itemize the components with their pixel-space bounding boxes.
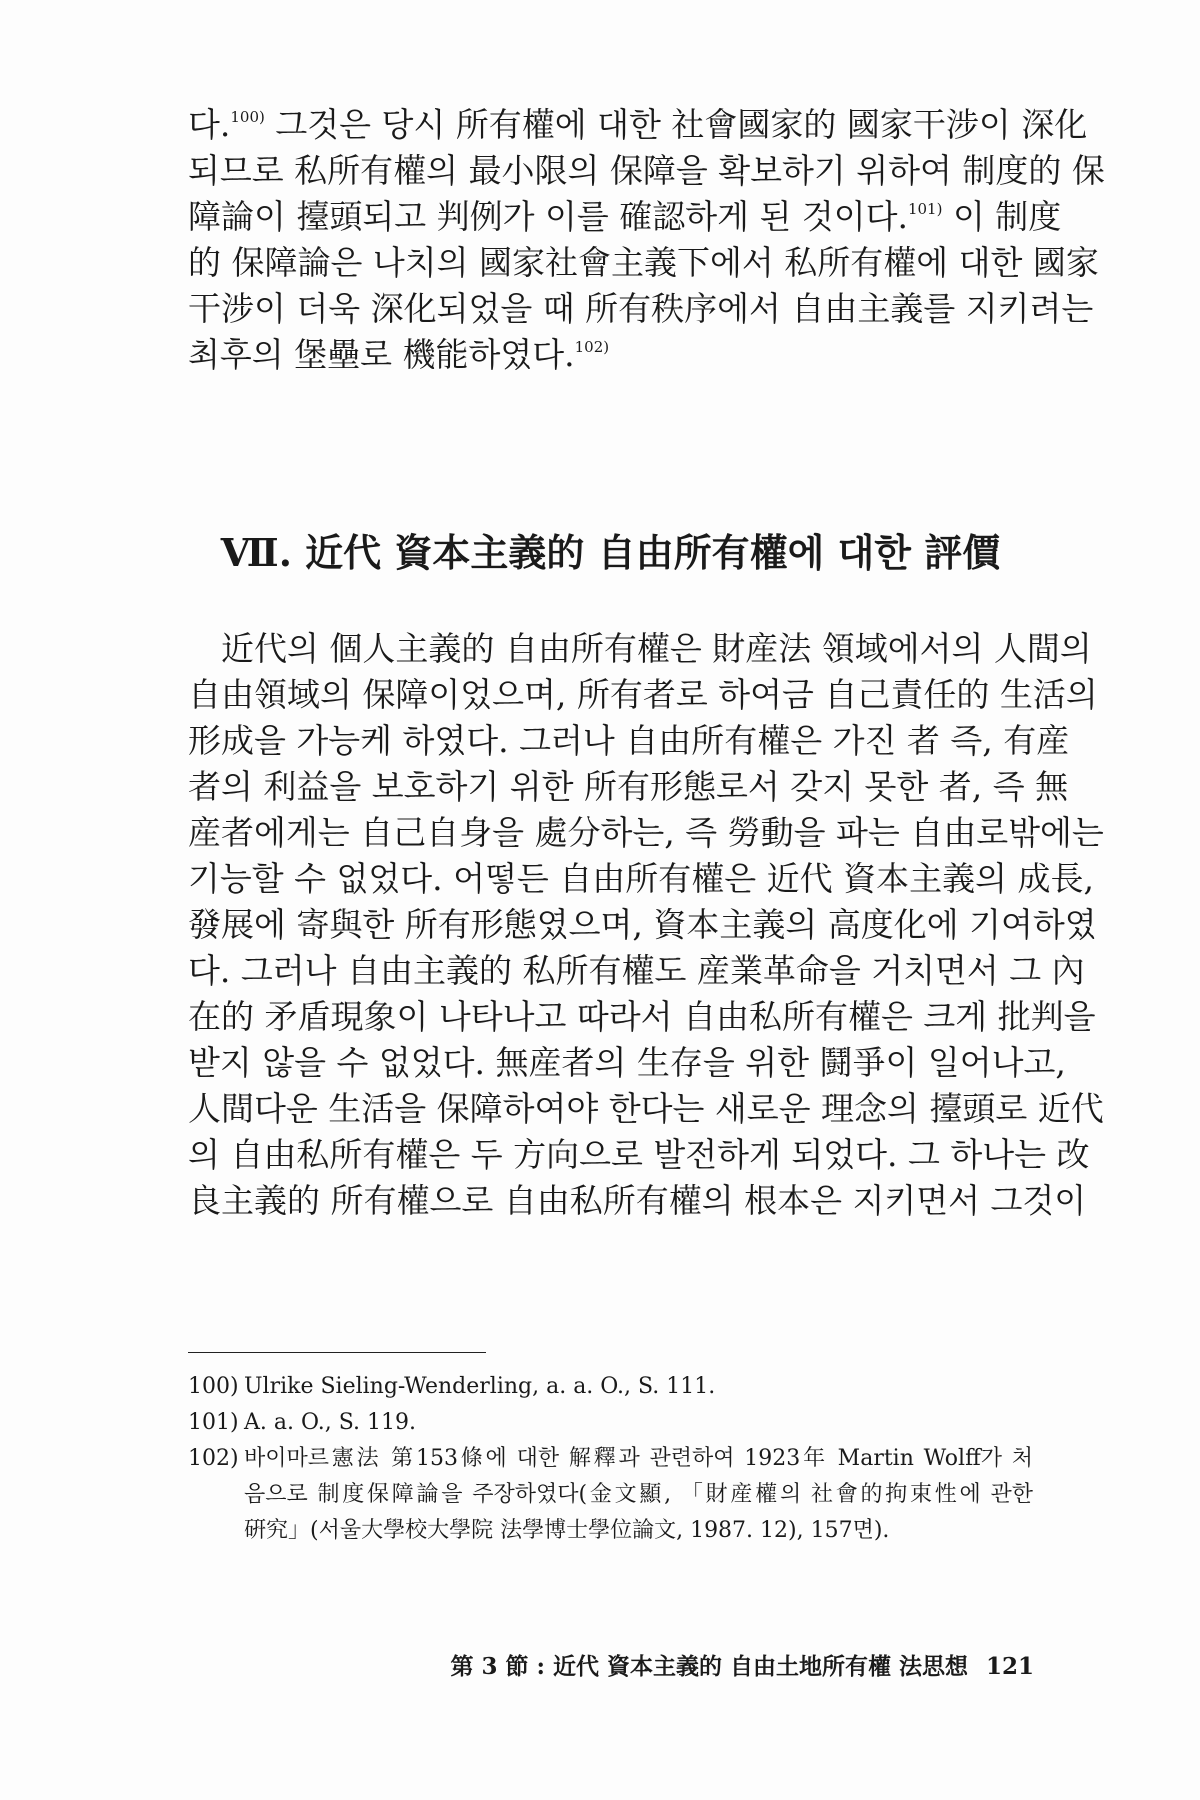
paragraph2-line: 發展에 寄與한 所有形態였으며, 資本主義의 高度化에 기여하였	[188, 905, 1097, 944]
footnote-ref-102[interactable]: 102)	[574, 338, 610, 356]
footnote-number: 100)	[188, 1374, 239, 1399]
footnote-101	[188, 1406, 1033, 1440]
footnote-number: 102)	[188, 1446, 239, 1471]
section-heading: Ⅶ. 近代 資本主義的 自由所有權에 대한 評價	[220, 530, 1001, 575]
paragraph1-line3-text-b: 이 制度	[942, 197, 1062, 236]
page-number: 121	[985, 1653, 1034, 1680]
paragraph1-line1-text-a: 다.	[188, 105, 231, 144]
footnote-102-line2: 음으로 制度保障論을 주장하였다(金文顯, 「財産權의 社會的拘束性에 관한	[244, 1482, 1033, 1507]
paragraph2-line: 産者에게는 自己自身을 處分하는, 즉 勞動을 파는 自由로밖에는	[188, 813, 1104, 852]
paragraph2-line: 形成을 가능케 하였다. 그러나 自由所有權은 가진 者 즉, 有産	[188, 721, 1070, 760]
paragraph1-line3	[188, 196, 1062, 244]
paragraph2-line: 다. 그러나 自由主義的 私所有權도 産業革命을 거치면서 그 內	[188, 951, 1085, 990]
paragraph1-line4: 的 保障論은 나치의 國家社會主義下에서 私所有權에 대한 國家	[188, 243, 1099, 282]
paragraph1-line1-text-b: 그것은 당시 所有權에 대한 社會國家的 國家干涉이 深化	[264, 105, 1088, 144]
running-footer-title: 第 3 節 : 近代 資本主義的 自由土地所有權 法思想	[450, 1653, 968, 1680]
paragraph2-line: 良主義的 所有權으로 自由私所有權의 根本은 지키면서 그것이	[188, 1181, 1087, 1220]
paragraph2-line: 者의 利益을 보호하기 위한 所有形態로서 갖지 못한 者, 즉 無	[188, 767, 1069, 806]
paragraph1-line6-text-a: 최후의 堡壘로 機能하였다.	[188, 335, 575, 374]
paragraph2-line: 近代의 個人主義的 自由所有權은 財産法 領域에서의 人間의	[188, 629, 1092, 668]
footnote-divider	[188, 1352, 486, 1353]
paragraph1-line2: 되므로 私所有權의 最小限의 保障을 확보하기 위하여 制度的 保	[188, 151, 1105, 190]
footnote-number: 101)	[188, 1410, 239, 1435]
paragraph2-line: 받지 않을 수 없었다. 無産者의 生存을 위한 鬪爭이 일어나고,	[188, 1043, 1066, 1082]
paragraph2-line: 在的 矛盾現象이 나타나고 따라서 自由私所有權은 크게 批判을	[188, 997, 1096, 1036]
footnote-ref-100[interactable]: 100)	[230, 108, 265, 126]
footnote-ref-101[interactable]: 101)	[907, 200, 943, 218]
paragraph2-line: 기능할 수 없었다. 어떻든 自由所有權은 近代 資本主義의 成長,	[188, 859, 1094, 898]
paragraph2-line: 自由領域의 保障이었으며, 所有者로 하여금 自己責任的 生活의	[188, 675, 1098, 714]
footnote-100	[188, 1370, 1033, 1404]
paragraph1-line6	[188, 334, 1033, 382]
footnote-102-line3: 硏究」(서울大學校大學院 法學博士學位論文, 1987. 12), 157면).	[244, 1518, 890, 1543]
paragraph2-line: 의 自由私所有權은 두 方向으로 발전하게 되었다. 그 하나는 改	[188, 1135, 1090, 1174]
paragraph1-line3-text-a: 障論이 擡頭되고 判例가 이를 確認하게 된 것이다.	[188, 197, 908, 236]
paragraph1-line5: 干涉이 더욱 深化되었을 때 所有秩序에서 自由主義를 지키려는	[188, 289, 1094, 328]
footnote-text: Ulrike Sieling-Wenderling, a. a. O., S. 111.	[244, 1374, 716, 1399]
running-footer	[450, 1652, 1034, 1682]
footnote-102-line1: 바이마르憲法 第153條에 대한 解釋과 관련하여 1923年 Martin Wolff가 처	[244, 1446, 1033, 1471]
paragraph1-line1	[188, 104, 1088, 152]
paragraph2-line: 人間다운 生活을 保障하여야 한다는 새로운 理念의 擡頭로 近代	[188, 1089, 1104, 1128]
footnote-text: A. a. O., S. 119.	[244, 1410, 416, 1435]
